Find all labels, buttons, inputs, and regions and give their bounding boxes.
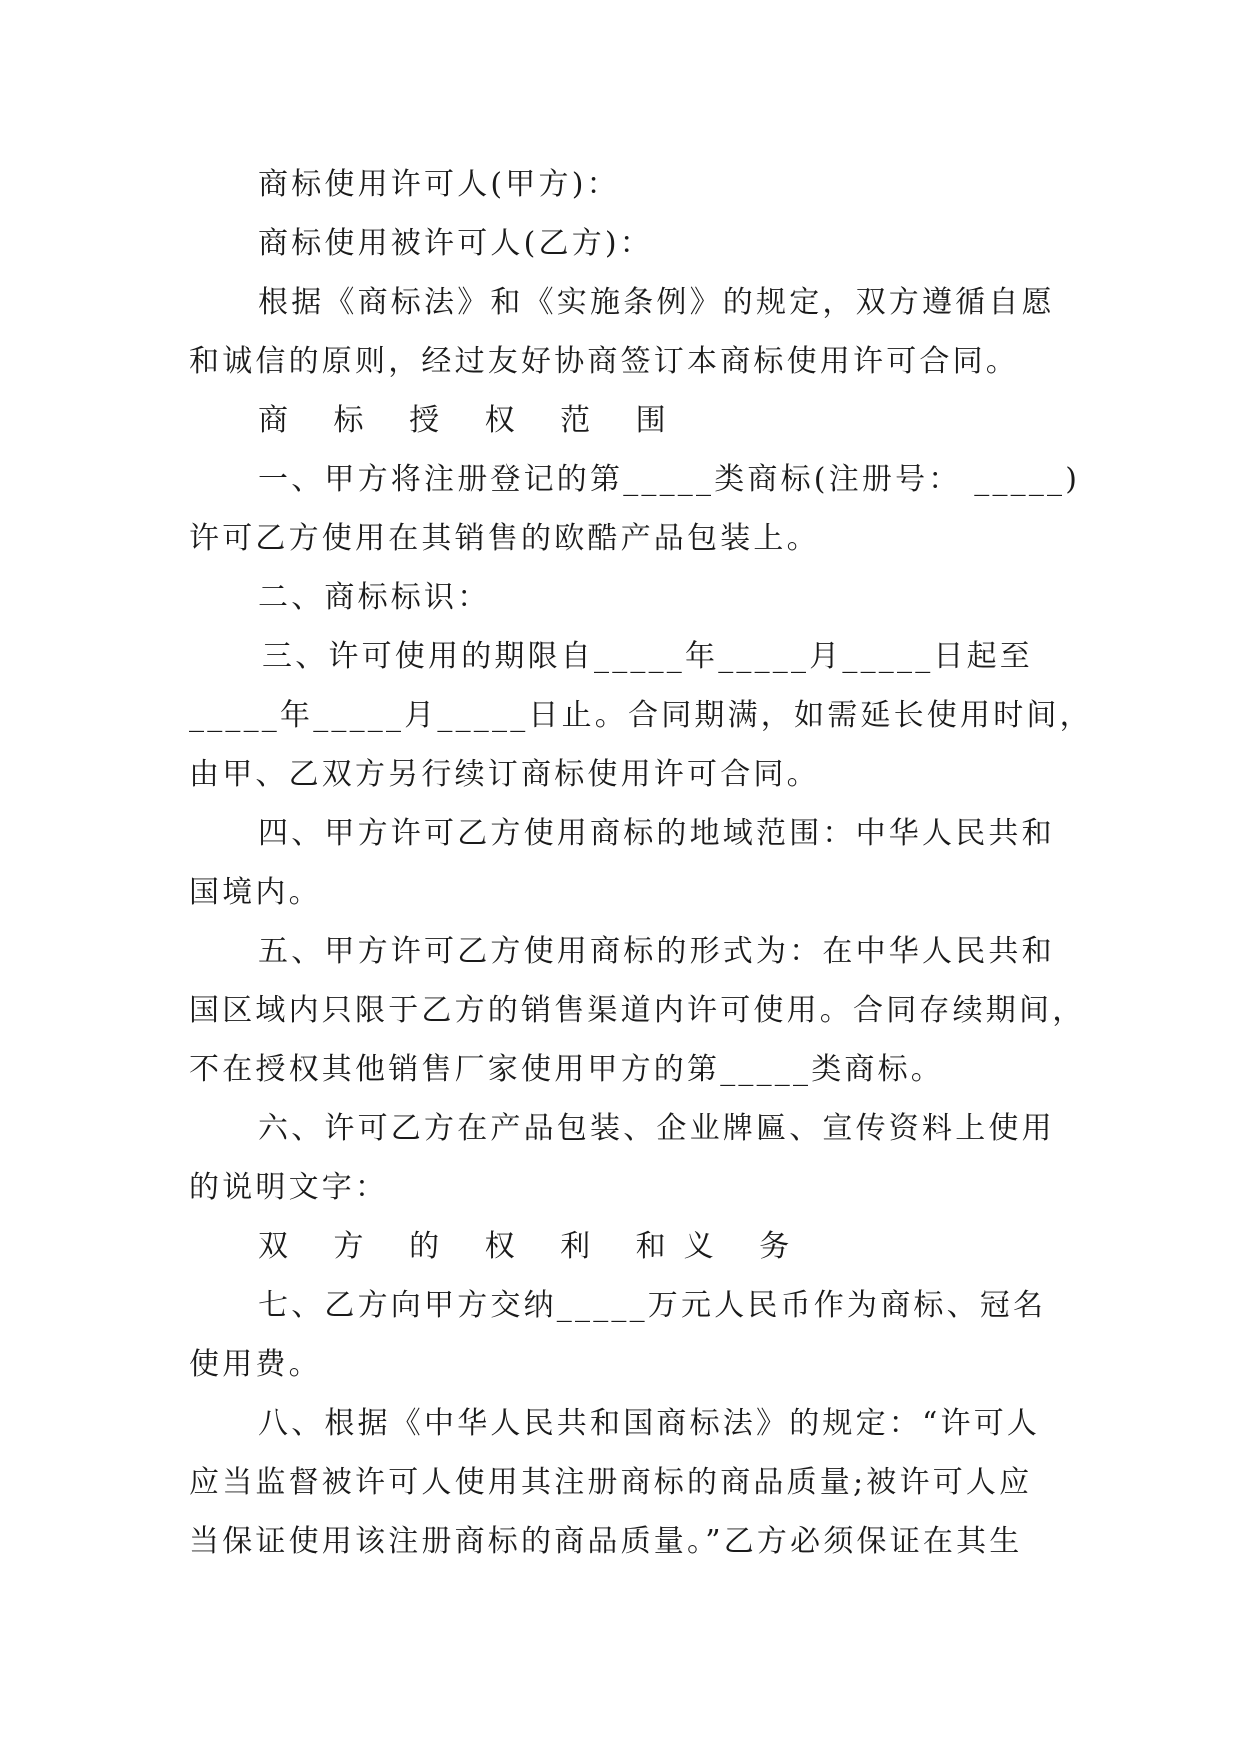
clause-5-line-1: 五、甲方许可乙方使用商标的形式为：在中华人民共和 xyxy=(258,934,1055,969)
clause-4-line-2: 国境内。 xyxy=(189,875,322,910)
clause-8-line-2: 应当监督被许可人使用其注册商标的商品质量;被许可人应 xyxy=(189,1465,1033,1500)
licensee-label: 商标使用被许可人(乙方)： xyxy=(258,226,654,261)
clause-3-line-3: 由甲、乙双方另行续订商标使用许可合同。 xyxy=(189,757,820,792)
clause-5-line-2: 国区域内只限于乙方的销售渠道内许可使用。合同存续期间， xyxy=(189,993,1086,1028)
clause-1-line-1: 一、甲方将注册登记的第_____类商标(注册号： _____) xyxy=(258,462,1081,497)
clause-3-line-2: _____年_____月_____日止。合同期满，如需延长使用时间， xyxy=(189,698,1093,733)
clause-8-line-1: 八、根据《中华人民共和国商标法》的规定：“许可人 xyxy=(258,1406,1041,1441)
section-heading-rights: 双 方 的 权 利 和义 务 xyxy=(258,1229,808,1264)
clause-7-line-2: 使用费。 xyxy=(189,1347,322,1382)
clause-7-line-1: 七、乙方向甲方交纳_____万元人民币作为商标、冠名 xyxy=(258,1288,1047,1323)
preamble-line-2: 和诚信的原则，经过友好协商签订本商标使用许可合同。 xyxy=(189,344,1019,379)
clause-2: 二、商标标识： xyxy=(258,580,491,615)
clause-5-line-3: 不在授权其他销售厂家使用甲方的第_____类商标。 xyxy=(189,1052,944,1087)
licensor-label: 商标使用许可人(甲方)： xyxy=(258,167,620,202)
clause-3-line-1: 三、许可使用的期限自_____年_____月_____日起至 xyxy=(262,639,1033,674)
clause-8-line-3: 当保证使用该注册商标的商品质量。”乙方必须保证在其生 xyxy=(189,1524,1023,1559)
clause-1-line-2: 许可乙方使用在其销售的欧酷产品包装上。 xyxy=(189,521,820,556)
clause-6-line-2: 的说明文字： xyxy=(189,1170,389,1205)
preamble-line-1: 根据《商标法》和《实施条例》的规定，双方遵循自愿 xyxy=(258,285,1055,320)
clause-4-line-1: 四、甲方许可乙方使用商标的地域范围：中华人民共和 xyxy=(258,816,1055,851)
clause-6-line-1: 六、许可乙方在产品包装、企业牌匾、宣传资料上使用 xyxy=(258,1111,1055,1146)
section-heading-scope: 商 标 授 权 范 围 xyxy=(258,403,684,438)
